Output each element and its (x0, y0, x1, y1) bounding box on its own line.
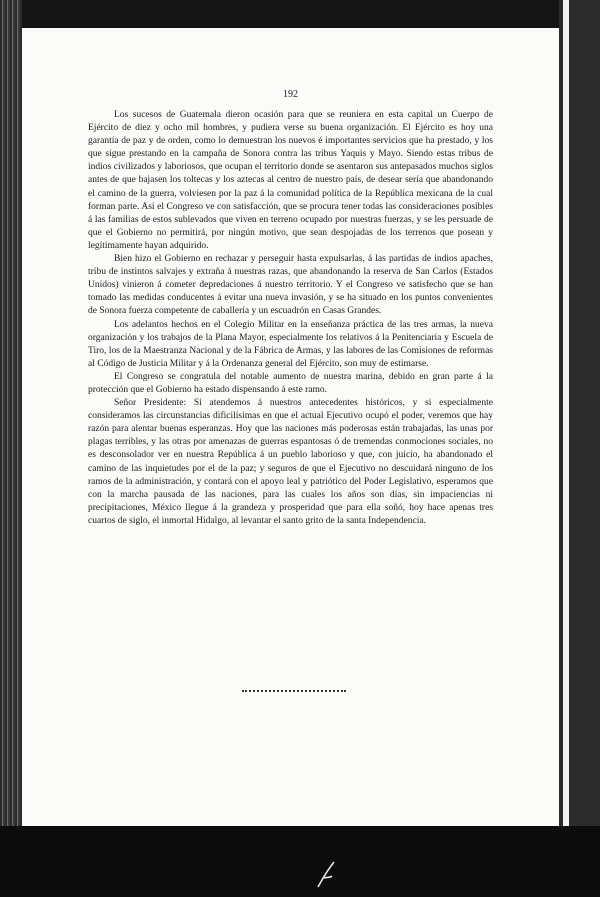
page-number: 192 (283, 89, 298, 100)
document-page (22, 28, 559, 826)
paragraph: Señor Presidente: Si atendemos á nuestros antecedentes históricos, y si especialmente consideramos las circunstancias dificilísimas en que el actual Ejecutivo ocupó el poder, veremos que hay razón para alentar buenas esperanzas. Hoy que las naciones más poderosas están trabajadas, las unas por plagas terribles, y las otras por amenazas de guerras espantosas ó de tremendas conmociones sociales, no es desconsolador ver en nuestra República á un pueblo laborioso y que, con juicio, ha abandonado el camino de las inquietudes por el de la paz; y seguros de que el Ejecutivo no descuidará ninguno de los ramos de la administración, y contará con el apoyo leal y patriótico del Poder Legislativo, esperamos que con la marcha pausada de las naciones, para las cuales los años son días, sin impaciencias ni precipitaciones, México llegue á la grandeza y prosperidad que para ella soñó, hoy hace apenas tres cuartos de siglo, el inmortal Hidalgo, al levantar el santo grito de la santa Independencia. (88, 398, 493, 526)
paragraph: Los sucesos de Guatemala dieron ocasión para que se reuniera en esta capital un Cuerpo de Ejército de diez y ocho mil hombres, y pudiera verse su buena organización. El Ejército es hoy una garantía de paz y de orden, como lo demuestran los nuevos é importantes servicios que ha prestado, y los que sigue prestando en la campaña de Sonora contra las tribus Yaquis y Mayo. Siendo estas tribus de indios civilizados y laboriosos, que ocupan el territorio donde se asentaron sus antepasados muchos siglos antes de que bajasen los toltecas y los aztecas al centro de nuestro país, de desear sería que abandonando el camino de la guerra, volviesen por la paz á la comunidad política de la República mexicana de la cual forman parte. Así el Congreso ve con satisfacción, que se procura tener todas las consideraciones posibles á las familias de estos sublevados que viven en terreno ocupado por nuestras fuerzas, y se les persuade de que el Gobierno no permitirá, por ningún motivo, que sean despojadas de los terrenos que posean y legítimamente hayan adquirido. (88, 110, 493, 251)
page-edge-strip (563, 0, 569, 826)
paragraph: Bien hizo el Gobierno en rechazar y perseguir hasta expulsarlas, á las partidas de indios apaches, tribu de instintos salvajes y extraña á nuestras razas, que abandonando la reserva de San Carlos (Estados Unidos) vinieron á cometer depredaciones á nuestro territorio. Y el Congreso ve satisfecho que se han tomado las medidas conducentes á evitar una nueva invasión, y se ha situado en los puntos convenientes de Sonora fuerza competente de caballería y un escuadrón en Casas Grandes. (88, 254, 493, 317)
scan-bottom-edge (0, 826, 600, 897)
paragraph: Los adelantos hechos en el Colegio Militar en la enseñanza práctica de las tres armas, la nueva organización y los trabajos de la Plana Mayor, especialmente los relativos á la Penitenciaría y Escuela de Tiro, los de la Maestranza Nacional y de la Fábrica de Armas, y las labores de las Comisiones de reformas al Código de Justicia Militar y á la Ordenanza general del Ejército, son muy de estimarse. (88, 319, 493, 369)
body-text (88, 109, 493, 528)
scan-top-edge (22, 0, 559, 28)
end-ornament-rule (242, 690, 346, 692)
handwritten-mark-icon (314, 856, 340, 890)
paragraph: El Congreso se congratula del notable aumento de nuestra marina, debido en gran parte á la protección que el Gobierno ha estado dispensando á este ramo. (88, 371, 493, 395)
scan-right-edge (559, 0, 600, 826)
scan-left-edge (0, 0, 22, 826)
